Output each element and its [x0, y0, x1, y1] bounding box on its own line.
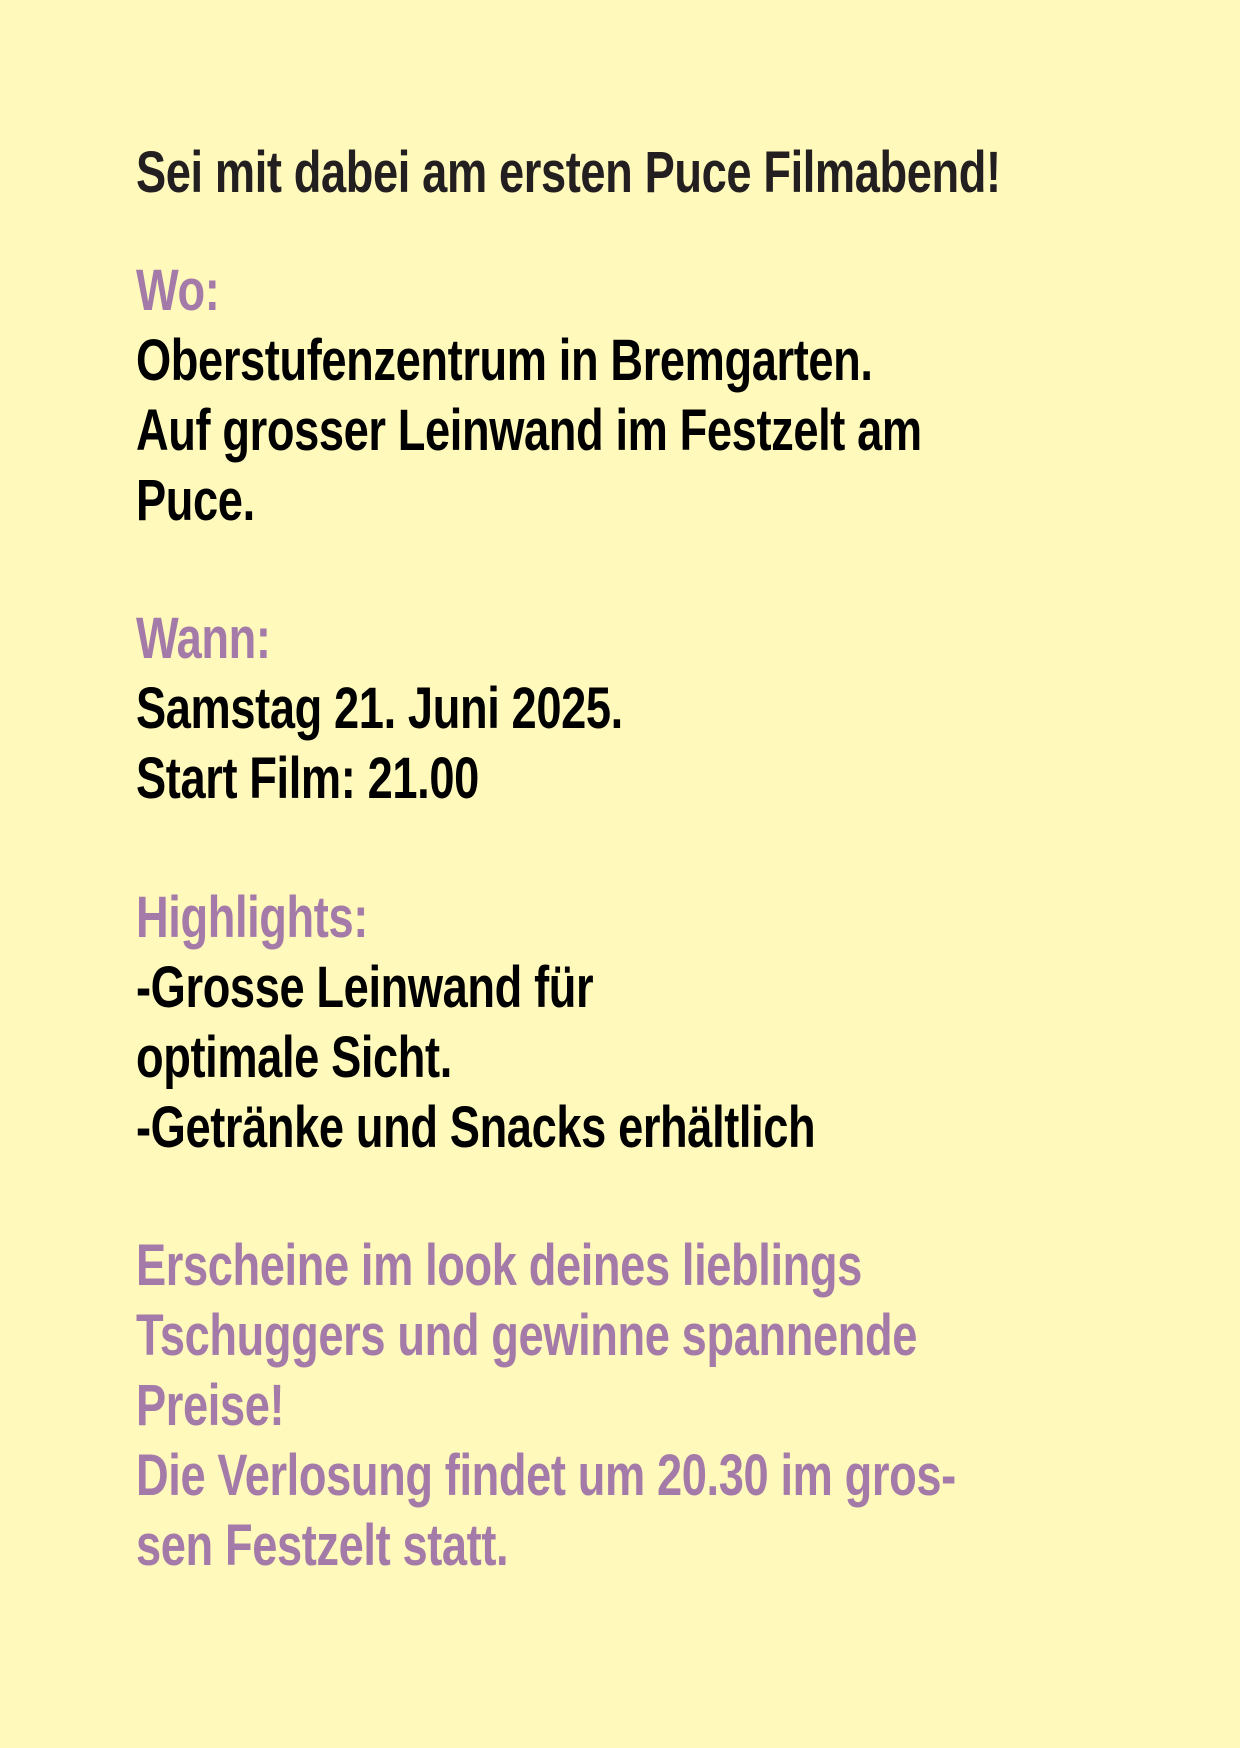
- promo-section: [136, 1231, 1187, 1581]
- promo-line: Erscheine im look deines lieblings: [136, 1233, 862, 1298]
- highlights-line: -Grosse Leinwand für: [136, 955, 594, 1020]
- promo-line: Die Verlosung findet um 20.30 im gros-: [136, 1443, 956, 1508]
- where-line: Puce.: [136, 468, 255, 533]
- when-line: Start Film: 21.00: [136, 746, 479, 811]
- headline: Sei mit dabei am ersten Puce Filmabend!: [136, 140, 1001, 205]
- where-section: [136, 256, 1143, 536]
- where-line: Auf grosser Leinwand im Festzelt am: [136, 398, 922, 463]
- when-section: [136, 604, 760, 814]
- when-label: Wann:: [136, 606, 271, 671]
- where-line: Oberstufenzentrum in Bremgarten.: [136, 328, 873, 393]
- highlights-label: Highlights:: [136, 885, 368, 950]
- headline-section: [136, 138, 1240, 208]
- when-line: Samstag 21. Juni 2025.: [136, 676, 623, 741]
- highlights-section: [136, 883, 1007, 1163]
- promo-line: sen Festzelt statt.: [136, 1513, 509, 1578]
- highlights-line: optimale Sicht.: [136, 1025, 452, 1090]
- promo-line: Tschuggers und gewinne spannende: [136, 1303, 917, 1368]
- highlights-line: -Getränke und Snacks erhältlich: [136, 1095, 816, 1160]
- where-label: Wo:: [136, 258, 220, 323]
- promo-line: Preise!: [136, 1373, 285, 1438]
